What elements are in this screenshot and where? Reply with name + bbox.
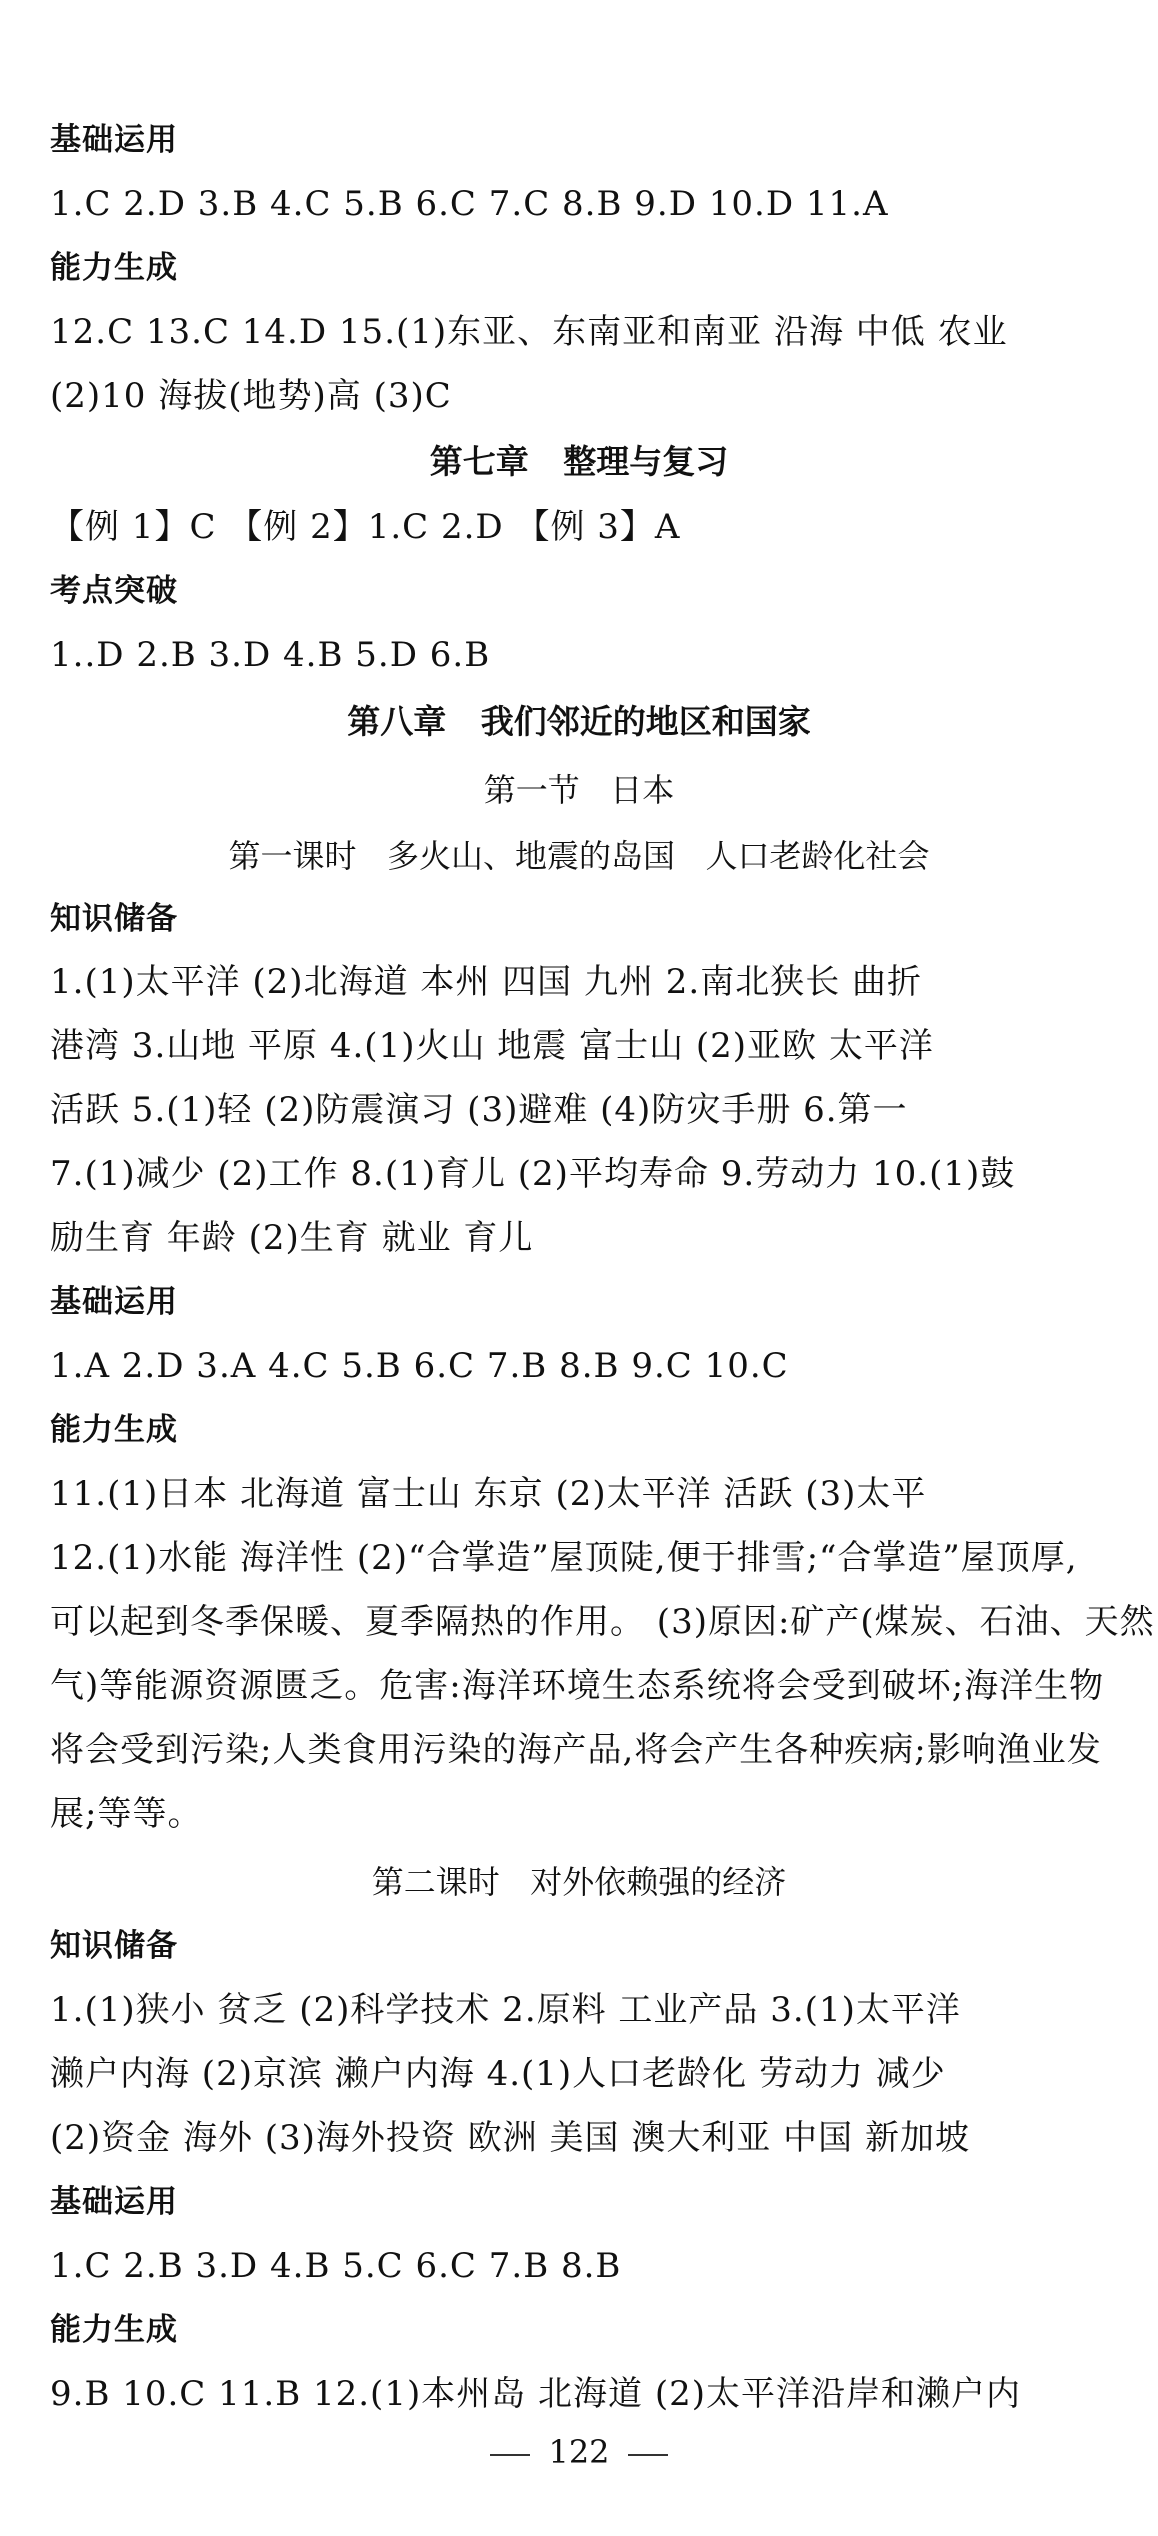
section-heading: 能力生成 <box>50 1412 178 1448</box>
section-heading: 考点突破 <box>50 573 178 609</box>
answer-line: 12.C 13.C 14.D 15.(1)东亚、东南亚和南亚 沿海 中低 农业 <box>50 312 1008 352</box>
lesson-title: 第一课时 多火山、地震的岛国 人口老龄化社会 <box>228 837 930 875</box>
answer-line: 9.B 10.C 11.B 12.(1)本州岛 北海道 (2)太平洋沿岸和濑户内 <box>50 2374 1021 2414</box>
answer-line: 11.(1)日本 北海道 富士山 东京 (2)太平洋 活跃 (3)太平 <box>50 1474 927 1514</box>
section-heading: 能力生成 <box>50 2312 178 2348</box>
answer-line: (2)10 海拔(地势)高 (3)C <box>50 376 452 416</box>
section-heading: 基础运用 <box>50 122 178 158</box>
answer-line: 12.(1)水能 海洋性 (2)“合掌造”屋顶陡,便于排雪;“合掌造”屋顶厚, <box>50 1538 1078 1578</box>
answer-line: 1.(1)狭小 贫乏 (2)科学技术 2.原料 工业产品 3.(1)太平洋 <box>50 1990 961 2030</box>
answer-line: 1.A 2.D 3.A 4.C 5.B 6.C 7.B 8.B 9.C 10.C <box>50 1346 789 1386</box>
answer-line: 7.(1)减少 (2)工作 8.(1)育儿 (2)平均寿命 9.劳动力 10.(1)鼓 <box>50 1154 1016 1194</box>
answer-line: 【例 1】C 【例 2】1.C 2.D 【例 3】A <box>50 507 681 547</box>
answer-line: 可以起到冬季保暖、夏季隔热的作用。 (3)原因:矿产(煤炭、石油、天然 <box>50 1602 1155 1642</box>
footer-rule-left <box>490 2454 530 2456</box>
answer-line: 励生育 年龄 (2)生育 就业 育儿 <box>50 1218 534 1258</box>
answer-line: 1.(1)太平洋 (2)北海道 本州 四国 九州 2.南北狭长 曲折 <box>50 962 923 1002</box>
footer-rule-right <box>628 2454 668 2456</box>
section-heading: 基础运用 <box>50 2184 178 2220</box>
answer-line: 港湾 3.山地 平原 4.(1)火山 地震 富士山 (2)亚欧 太平洋 <box>50 1026 934 1066</box>
answer-line: 1.C 2.D 3.B 4.C 5.B 6.C 7.C 8.B 9.D 10.D 11.A <box>50 184 889 224</box>
answer-line: 1.C 2.B 3.D 4.B 5.C 6.C 7.B 8.B <box>50 2246 622 2286</box>
page-number: 122 <box>548 2433 610 2471</box>
section-title: 第一节 日本 <box>483 771 675 809</box>
answer-line: (2)资金 海外 (3)海外投资 欧洲 美国 澳大利亚 中国 新加坡 <box>50 2118 970 2158</box>
section-heading: 基础运用 <box>50 1284 178 1320</box>
answer-line: 将会受到污染;人类食用污染的海产品,将会产生各种疾病;影响渔业发 <box>50 1730 1102 1770</box>
page-footer <box>0 2430 1158 2474</box>
section-heading: 能力生成 <box>50 250 178 286</box>
chapter-title: 第八章 我们邻近的地区和国家 <box>347 702 811 741</box>
chapter-title: 第七章 整理与复习 <box>429 442 729 481</box>
answer-line: 濑户内海 (2)京滨 濑户内海 4.(1)人口老龄化 劳动力 减少 <box>50 2054 946 2094</box>
answer-line: 活跃 5.(1)轻 (2)防震演习 (3)避难 (4)防灾手册 6.第一 <box>50 1090 908 1130</box>
answer-line: 展;等等。 <box>50 1794 203 1834</box>
answer-line: 1..D 2.B 3.D 4.B 5.D 6.B <box>50 635 491 675</box>
section-heading: 知识储备 <box>50 1928 178 1964</box>
section-heading: 知识储备 <box>50 901 178 937</box>
answer-line: 气)等能源资源匮乏。危害:海洋环境生态系统将会受到破坏;海洋生物 <box>50 1666 1105 1706</box>
lesson-title: 第二课时 对外依赖强的经济 <box>371 1863 787 1901</box>
